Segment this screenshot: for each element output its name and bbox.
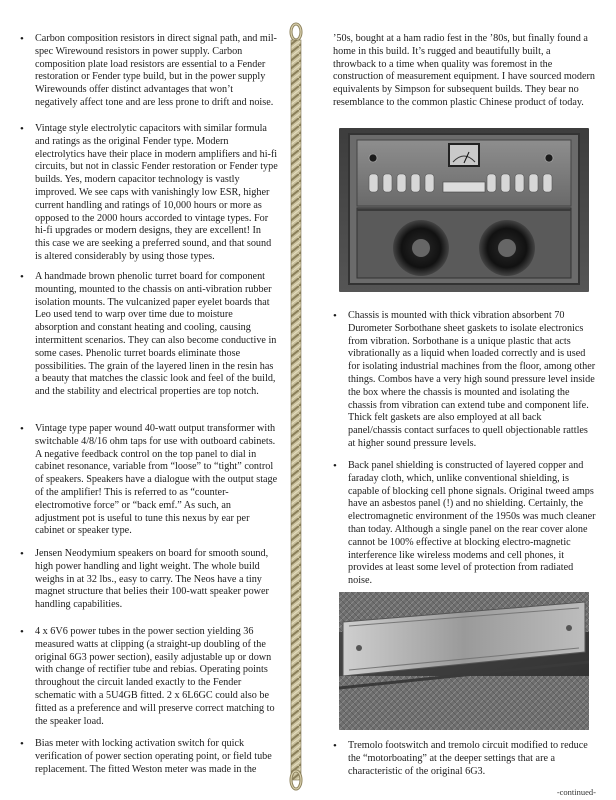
continuation-text: ’50s, bought at a ham radio fest in the ’80s, but finally found a home in this build. It’s rugged and beautifully built, a throwback to a time when quality was foremost in the construction of measurement equipment. I have sourced modern equivalents by Simpson for subsequent builds. They bear no resemblance to the common plastic Chinese product of today. xyxy=(333,33,595,108)
bullet-text: Vintage style electrolytic capacitors with similar formula and ratings as the original Fender type. Modern electrolytics have their place in modern amplifiers and hi-fi circuits, but not in classic Fender restoration or Fender type builds. Yes, modern capacitor technology is vastly improved. We see caps with vanishingly low ESR, higher current handling and ratings of 10,000 hours or more as opposed to the 2000 hours accorded to vintage types. For hi-fi upgrades or modern designs, they are excellent! In this case we are seeking a preferred sound, and that sound is altered considerably by using those types. xyxy=(35,123,278,262)
bullet-text: A handmade brown phenolic turret board for component mounting, mounted to the chassis on anti-vibration rubber isolation mounts. The vulcanized paper eyelet boards that Leo used tend to warp over time due to moisture absorption and constant heating and cooling, causing intermittent scenarios. They can also become conductive in some cases. Phenolic turret boards eliminate those possibilities. The grain of the layered linen in the resin has a beauty that matches the classic look and feel of the build, and the stability and electrical properties are top notch. xyxy=(35,271,277,398)
bullet-text: Tremolo footswitch and tremolo circuit modified to reduce the “motorboating” at the deeper settings that are a characteristic of the original 6G3. xyxy=(348,740,588,777)
bullet-tremolo xyxy=(333,740,596,778)
bullet-marker: • xyxy=(20,548,24,560)
bullet-marker: • xyxy=(20,738,24,750)
bullet-back-panel-shielding xyxy=(333,460,596,588)
bullet-marker: • xyxy=(20,423,24,435)
bullet-output-transformer xyxy=(20,423,278,538)
bullet-text: Jensen Neodymium speakers on board for smooth sound, high power handling and light weight. The whole build weighs in at 32 lbs., easy to carry. The Neos have a tiny magnet structure that belies their 100-watt speaker power handling capabilities. xyxy=(35,548,269,611)
bullet-marker: • xyxy=(20,33,24,45)
bullet-text: Bias meter with locking activation switch for quick verification of power section operating point, or field tube replacement. The fitted Weston meter was made in the xyxy=(35,738,272,775)
back-panel-photo xyxy=(339,592,589,730)
amplifier-chassis-image xyxy=(339,128,589,292)
bullet-marker: • xyxy=(20,626,24,638)
back-panel-image xyxy=(339,592,589,730)
continued-footer: -continued- xyxy=(556,787,596,797)
amplifier-chassis-photo xyxy=(339,128,589,292)
bullet-power-tubes xyxy=(20,626,278,728)
bullet-bias-meter xyxy=(20,738,278,776)
bullet-text: Back panel shielding is constructed of layered copper and faraday cloth, which, unlike conventional shielding, is capable of blocking cell phone signals. Original tweed amps have an asbestos panel (!) and no shielding. Certainly, the electromagnetic environment of the 1950s was much cleaner than today. Although a single panel on the rear cover alone cannot be 100% effective at blocking electro-magnetic interference like wireless modems and cell phones, it provides at least some level of protection from radiated noise. xyxy=(348,460,596,587)
bullet-marker: • xyxy=(333,310,337,322)
bullet-speakers xyxy=(20,548,278,612)
bullet-text: Chassis is mounted with thick vibration absorbent 70 Durometer Sorbothane sheet gaskets to isolate electronics from vibration. Sorbothane is a unique plastic that acts vibrationally as a liquid when loaded correctly and is used for isolating industrial machines from the floor, among other things. Combos have a very high sound pressure level inside the box where the chassis is mounted and isolating the chassis from vibration can extend tube and component life. Thick felt gaskets are also employed at all back panel/chassis contact surfaces to quell objectionable rattles at higher sound pressure levels. xyxy=(348,310,596,449)
bullet-marker: • xyxy=(20,123,24,135)
bullet-turret-board xyxy=(20,271,278,399)
bullet-text: Carbon composition resistors in direct signal path, and mil-spec Wirewound resistors in power supply. Carbon composition plate load resistors are essential to a Fender restoration or Fender type build, but in the power supply Wirewounds offer distinct advantages that won’t negatively affect tone and are less prone to drift and noise. xyxy=(35,33,277,108)
bullet-capacitors xyxy=(20,123,278,264)
bullet-text: 4 x 6V6 power tubes in the power section yielding 36 measured watts at clipping (a straight-up doubling of the original 6G3 power section), easily adjustable up or down with change of rectifier tube and rebias. Operating points throughout the circuit landed exactly to the Fender schematic with a 5U4GB fitted. 2 x 6L6GC could also be fitted as a preference and will preserve correct matching to the speaker load. xyxy=(35,626,275,727)
bullet-text: Vintage type paper wound 40-watt output transformer with switchable 4/8/16 ohm taps for use with outboard cabinets. A negative feedback control on the top panel to dial in cabinet resonance, variable from “loose” to “tight” control of speakers. Speakers have a dialogue with the output stage of the amplifier! This is referred to as “counter-electromotive force” or “back emf.” As such, an adjustment pot is useful to tune this nexus by ear per cabinet or speaker type. xyxy=(35,423,278,537)
rope-divider xyxy=(289,22,303,792)
bullet-marker: • xyxy=(333,460,337,472)
bullet-chassis-mounting xyxy=(333,310,596,451)
rope-divider-art xyxy=(289,22,303,792)
bullet-resistors xyxy=(20,33,278,110)
bullet-marker: • xyxy=(333,740,337,752)
bullet-marker: • xyxy=(20,271,24,283)
